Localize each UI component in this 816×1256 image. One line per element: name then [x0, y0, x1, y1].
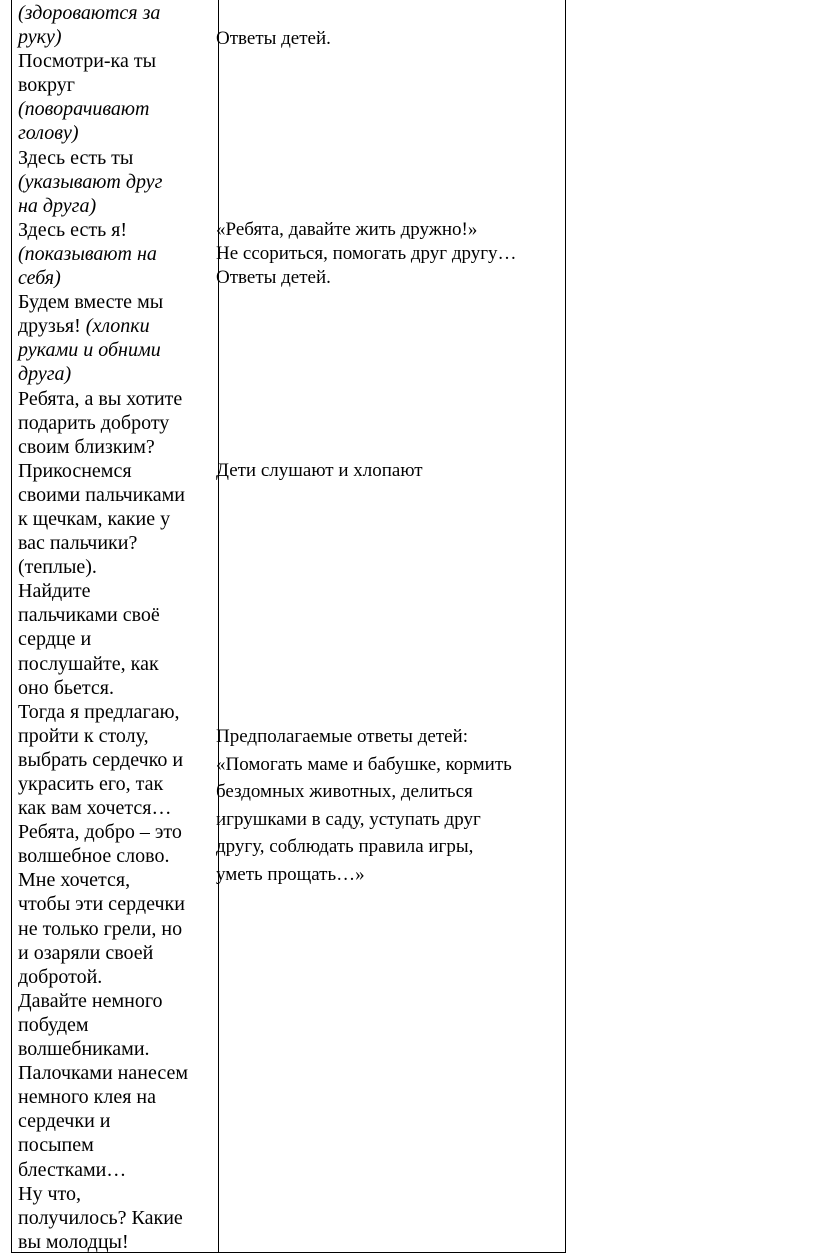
teacher-line [18, 146, 206, 170]
teacher-line [18, 507, 206, 531]
teacher-line-text: друга) [18, 363, 72, 386]
teacher-line [18, 748, 206, 772]
teacher-line-text: получилось? Какие [18, 1206, 183, 1229]
teacher-line-text: посыпем [18, 1134, 94, 1157]
teacher-line [18, 1230, 206, 1254]
teacher-line-text: своим близким? [18, 435, 155, 458]
children-answer-line: игрушками в саду, уступать друг [216, 808, 481, 830]
teacher-line [18, 435, 206, 459]
teacher-line-text: Палочками нанесем [18, 1062, 188, 1085]
teacher-line-text: Прикоснемся [18, 459, 132, 482]
teacher-line-text: вас пальчики? [18, 532, 138, 555]
teacher-line [18, 121, 206, 145]
teacher-line-text: Здесь есть ты [18, 146, 134, 169]
teacher-line-text: украсить его, так [18, 773, 164, 795]
teacher-line-text: друзья! [18, 315, 81, 338]
teacher-line-text: сердечки и [18, 1110, 111, 1133]
teacher-line-text: голову) [18, 122, 79, 145]
teacher-line [18, 483, 206, 507]
teacher-line [18, 1206, 206, 1230]
teacher-line-text: Посмотри-ка ты [18, 50, 157, 73]
teacher-line-text: чтобы эти сердечки [18, 893, 185, 916]
teacher-line-text: (показывают на [18, 242, 157, 265]
teacher-line-text: своими пальчиками [18, 483, 185, 506]
teacher-line [18, 1061, 206, 1085]
children-answer-4 [216, 723, 561, 888]
teacher-line [18, 965, 206, 989]
teacher-line [18, 917, 206, 941]
teacher-line-text: Ребята, а вы хотите [18, 387, 183, 410]
teacher-line [18, 868, 206, 892]
teacher-line [18, 25, 206, 49]
children-answer-1 [216, 27, 561, 51]
teacher-line-text: Тогда я предлагаю, [18, 700, 180, 723]
teacher-line [18, 314, 206, 338]
teacher-line [18, 796, 206, 820]
teacher-line [18, 97, 206, 121]
children-answer-line: Не ссориться, помогать друг другу… [216, 243, 517, 264]
teacher-line [18, 290, 206, 314]
teacher-line-text: не только грели, но [18, 917, 183, 940]
teacher-line-text: блестками… [18, 1158, 127, 1181]
teacher-line [18, 338, 206, 362]
teacher-line [18, 700, 206, 724]
teacher-line-text: подарить доброту [18, 411, 170, 434]
teacher-line-text: волшебниками. [18, 1038, 150, 1061]
column-divider [218, 0, 219, 1252]
teacher-line-text: и озаряли своей [18, 941, 154, 964]
teacher-line [18, 194, 206, 218]
teacher-line [18, 242, 206, 266]
teacher-line [18, 1085, 206, 1109]
teacher-line-text: вокруг [18, 74, 75, 97]
teacher-line [18, 652, 206, 676]
teacher-line-text: немного клея на [18, 1086, 156, 1109]
teacher-line [18, 170, 206, 194]
children-answer-line: «Ребята, давайте жить дружно!» [216, 219, 478, 240]
teacher-line [18, 1037, 206, 1061]
teacher-line-text: Здесь есть я! [18, 218, 128, 241]
teacher-line-text: как вам хочется… [18, 797, 172, 820]
teacher-line [18, 772, 206, 796]
teacher-line [18, 1182, 206, 1206]
teacher-line-text: Давайте немного [18, 989, 163, 1012]
teacher-line-text: Ну что, [18, 1182, 81, 1205]
teacher-line-text: пройти к столу, [18, 724, 149, 747]
teacher-line-text: Мне хочется, [18, 869, 131, 892]
teacher-line-text: побудем [18, 1013, 89, 1036]
teacher-line [18, 1133, 206, 1157]
teacher-line [18, 1109, 206, 1133]
children-answer-line: уметь прощать…» [216, 863, 365, 885]
teacher-line [18, 989, 206, 1013]
children-answer-line: Дети слушают и хлопают [216, 460, 423, 481]
teacher-line [18, 892, 206, 916]
teacher-line-text: сердце и [18, 628, 92, 651]
teacher-line [18, 579, 206, 603]
teacher-line-stage-direction: (хлопки [80, 315, 150, 338]
teacher-line-text: Ребята, добро – это [18, 821, 182, 844]
teacher-line [18, 1013, 206, 1037]
teacher-line [18, 1158, 206, 1182]
children-answer-line: другу, соблюдать правила игры, [216, 836, 474, 857]
teacher-line [18, 555, 206, 579]
teacher-line [18, 676, 206, 700]
teacher-line-text: (поворачивают [18, 98, 150, 121]
teacher-line [18, 844, 206, 868]
teacher-line [18, 531, 206, 555]
children-answer-line: Ответы детей. [216, 28, 331, 49]
children-answer-line: «Помогать маме и бабушке, кормить [216, 753, 512, 775]
children-answer-3 [216, 459, 561, 483]
teacher-line [18, 49, 206, 73]
teacher-line-text: (указывают друг [18, 170, 163, 193]
teacher-line [18, 603, 206, 627]
teacher-line [18, 411, 206, 435]
teacher-activity-column [18, 1, 206, 1254]
teacher-line [18, 941, 206, 965]
teacher-line [18, 1, 206, 25]
teacher-line [18, 387, 206, 411]
children-answer-line: бездомных животных, делиться [216, 781, 473, 802]
teacher-line-text: пальчиками своё [18, 604, 160, 627]
teacher-line [18, 218, 206, 242]
teacher-line-text: послушайте, как [18, 652, 159, 675]
teacher-line-text: волшебное слово. [18, 845, 170, 868]
teacher-line-text: оно бьется. [18, 676, 114, 699]
teacher-line-text: (здороваются за [18, 2, 161, 24]
children-answer-line: Ответы детей. [216, 267, 331, 288]
teacher-line [18, 73, 206, 97]
teacher-line-text: к щечкам, какие у [18, 507, 171, 530]
teacher-line [18, 724, 206, 748]
children-answer-line: Предполагаемые ответы детей: [216, 726, 468, 747]
teacher-line-text: выбрать сердечко и [18, 748, 184, 771]
teacher-line-text: добротой. [18, 965, 103, 988]
teacher-line [18, 820, 206, 844]
teacher-line-text: себя) [18, 267, 61, 290]
teacher-line [18, 459, 206, 483]
teacher-line [18, 627, 206, 651]
teacher-line-text: руками и обними [18, 339, 161, 362]
teacher-line-text: (теплые). [18, 556, 97, 579]
teacher-line [18, 362, 206, 386]
teacher-line-text: на друга) [18, 194, 97, 217]
teacher-line-text: Будем вместе мы [18, 291, 164, 314]
children-answer-2 [216, 218, 561, 290]
teacher-line-text: руку) [18, 26, 62, 49]
teacher-line-text: вы молодцы! [18, 1230, 129, 1253]
teacher-line-text: Найдите [18, 580, 91, 603]
teacher-line [18, 266, 206, 290]
